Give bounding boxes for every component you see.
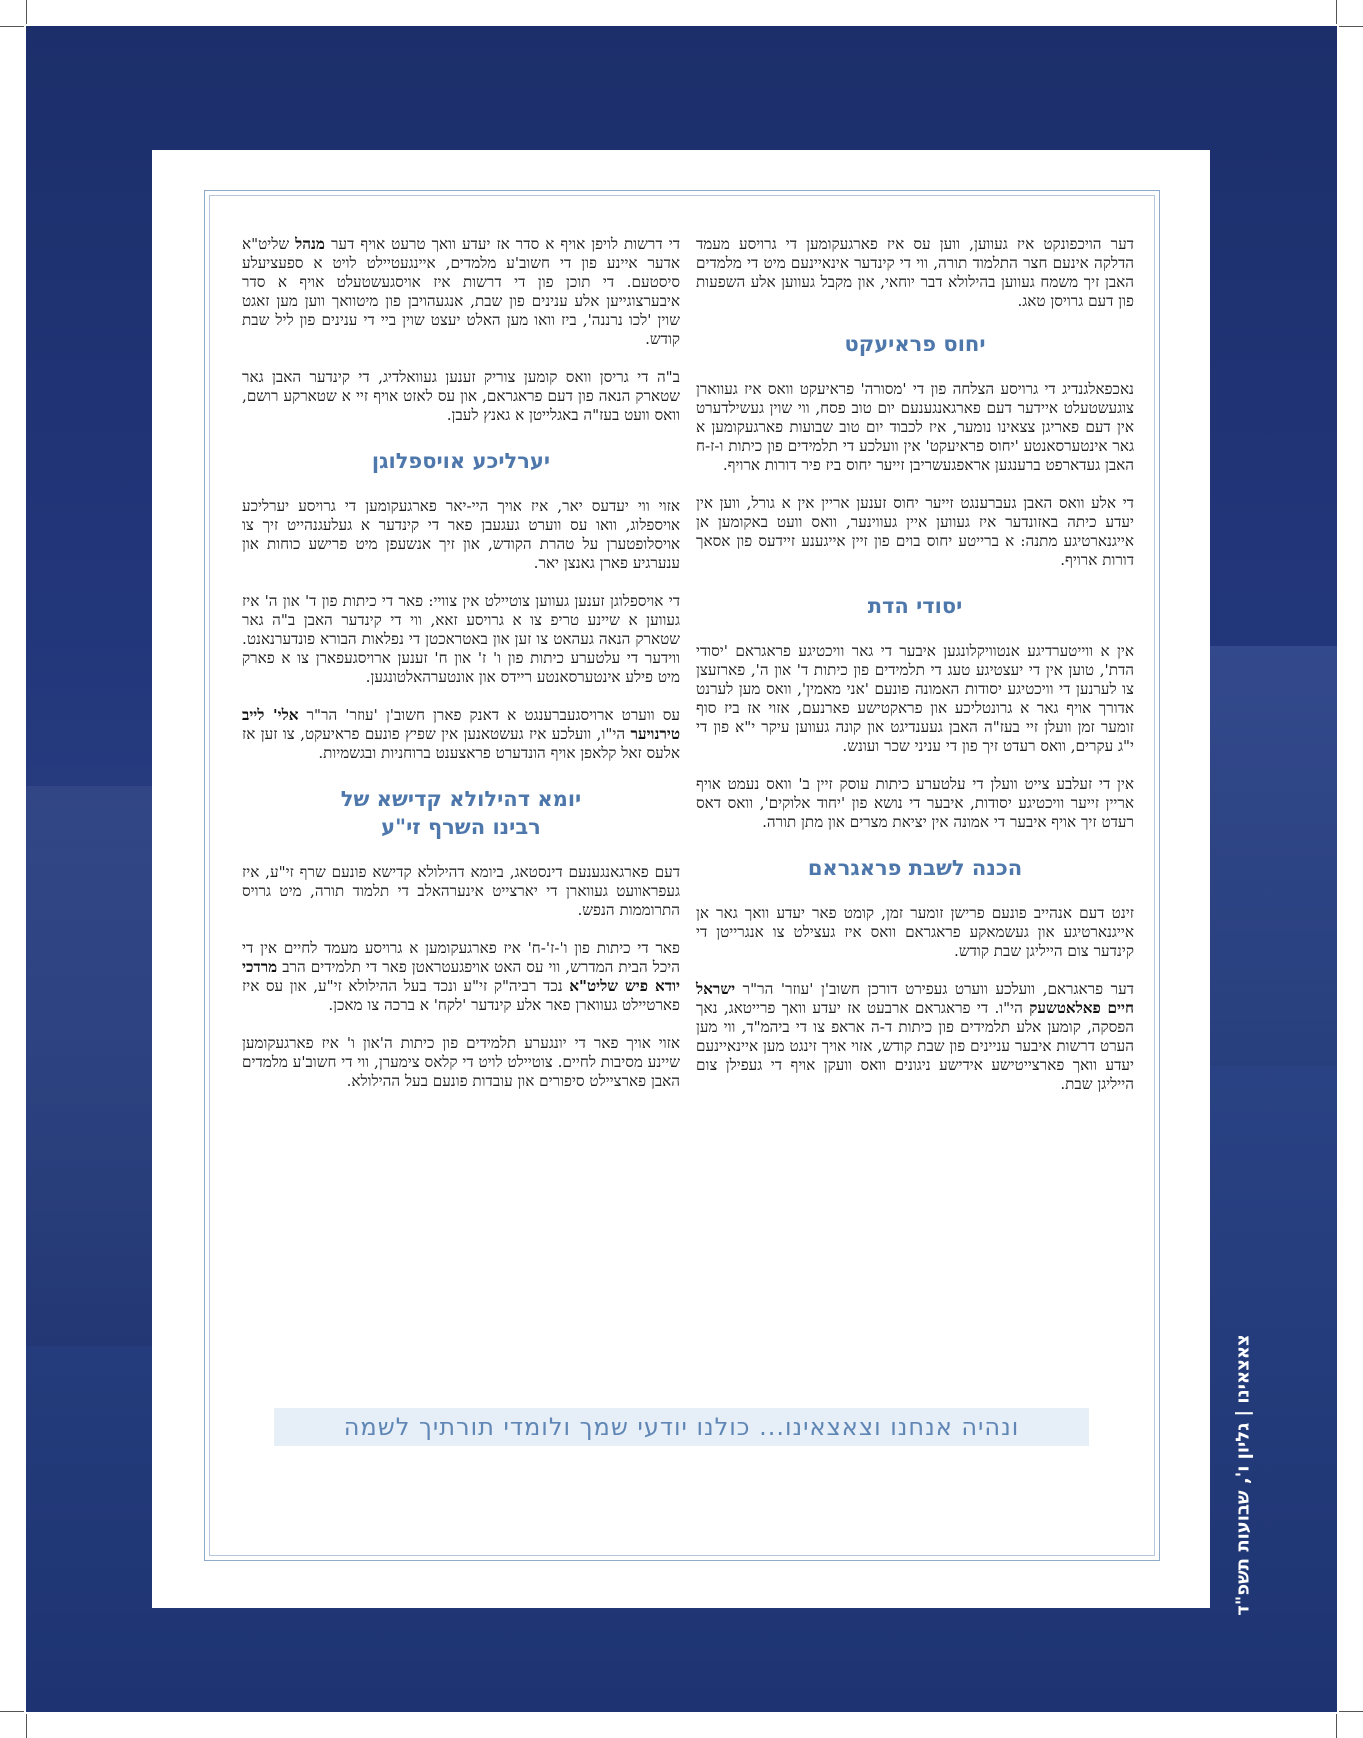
crop-mark — [0, 26, 24, 27]
crop-mark — [1339, 1711, 1363, 1712]
section-heading-hilula — [242, 785, 680, 841]
paragraph — [242, 706, 680, 763]
crop-mark — [26, 1714, 27, 1738]
paragraph: אין א ווייטערדיגע אנטוויקלונגען איבער די גאר וויכטיגע פראגראם 'יסודי הדת', טוען אין די יעצטיגע טעג די תלמידים פון כיתות ד' און ה', פארזעצן צו לערנען די וויכטיגע יסודות האמונה פונעם 'אני מאמין', וואס מען לערנט אדורך אויף גאר א גרונטליכע און פראקטישע פארנעם, אזוי אז ביז סוף זומער זמן וועלן זיי בעז"ה האבן געענדיגט און קונה געווען עיקר י"א פון די י"ג עקרים, וואס רעדט זיך פון די עניני שכר ועונש. — [696, 642, 1134, 755]
paragraph: דעם פארגאנגענעם דינסטאג, ביומא דהילולא קדישא פונעם שרף זי"ע, איז געפראוועט געווארן די יארצייט אינערהאלב די תלמוד תורה, מיט גרויס התרוממות הנפש. — [242, 863, 680, 919]
issue-label: צאצאינו | גליון ו', שבועות תשפ"ד — [1232, 1334, 1254, 1616]
article-panel — [152, 150, 1210, 1608]
paragraph: זינט דעם אנהייב פונעם פרישן זומער זמן, קומט פאר יעדע וואך גאר אן אייגנארטיגע און געשמאקע פראגראם וואס איז געצילט צו אנגרייטן די קינדער צום הייליגן שבת קודש. — [696, 904, 1134, 960]
crop-mark — [1336, 0, 1337, 24]
text-run: עס ווערט ארויסגעברענגט א דאנק פארן חשוב'ן 'עוזר' הר"ר — [298, 706, 680, 724]
right-column — [696, 235, 1134, 1113]
paragraph — [242, 939, 680, 1015]
section-heading-hachana-lshabbos: הכנה לשבת פראגראם — [807, 856, 1023, 880]
text-run: שליט"א אדער איינע פון די חשוב'ע מלמדים, איינגעטיילט לויט א ספעציעלע סיסטעם. די תוכן פון די דרשות איז אויסגעשטעלט אויף א סדר איבערצוגייען אלע ענינים פון שבת, אנגעהויבן פון מיטוואך ווען מען זאגט שוין 'לכו נרננה', ביז וואו מען האלט יעצט שוין ביי די ענינים פון ליל שבת קודש. — [242, 235, 680, 348]
text-run: נכד רביה"ק זי"ע ונכד בעל ההילולא זי"ע, און עס איז פארטיילט געווארן פאר אלע קינדער 'לקח' א ברכה צו מאכן. — [242, 977, 680, 1014]
text-run: דער פראגראם, וועלכע ווערט געפירט דורכן חשוב'ן 'עוזר' הר"ר — [735, 980, 1134, 998]
text-run: הי"ו, וועלכע איז געשטאנען אין שפיץ פונעם פראיעקט, צו זען אז אלעס זאל קלאפן אויף הונדערט פראצענט ברוחניות ובגשמיות. — [242, 725, 680, 762]
paragraph: ב"ה די גריסן וואס קומען צוריק זענען געוואלדיג, די קינדער האבן גאר שטארק הנאה פון דעם פראגראם, און עס לאזט אויף זיי א שטארקע רושם, וואס וועט בעז"ה באגלייטן א גאנץ לעבן. — [242, 368, 680, 424]
heading-line: רבינו השרף זי"ע — [381, 815, 541, 839]
paragraph: דער הויכפונקט איז געווען, ווען עס איז פארגעקומען די גרויסע מעמד הדלקה אינעם חצר התלמוד תורה, ווי די קינדער אינאיינעם מיט די מלמדים האבן זיך משמח געווען בהילולא דבר יוחאי, און מקבל געווען אלע השפעות פון דעם גרויסן טאג. — [696, 235, 1134, 310]
paragraph — [696, 980, 1134, 1094]
bold-name: ישראל חיים פאלאטשעק — [696, 980, 1134, 1017]
text-run: הי"ו. די פראגראם ארבעט אז יעדע וואך פרייטאג, נאך הפסקה, קומען אלע תלמידים פון כיתות ד-ה אראפ צו די ביהמ"ד, ווי מען הערט דרשות איבער עניינים פון שבת קודש, אזוי אויך זינגט מען איינאיינעם יעדע וואך פארצייטישע אידישע ניגונים וואס וועקן אויף די געפילן צום הייליגן שבת. — [696, 999, 1134, 1093]
crop-mark — [26, 0, 27, 24]
paragraph: אזוי אויך פאר די יונגערע תלמידים פון כיתות ה'און ו' איז פארגעקומען שיינע מסיבות לחיים. צוטיילט לויט די קלאס צימערן, ווי די חשוב'ע מלמדים האבן פארציילט סיפורים און עובדות פונעם בעל ההילולא. — [242, 1034, 680, 1090]
bold-name: מרדכי יודא פיש שליט"א — [242, 958, 680, 995]
heading-line: יומא דהילולא קדישא של — [340, 787, 582, 811]
paragraph: אין די זעלבע צייט וועלן די עלטערע כיתות עוסק זיין ב' וואס נעמט אויף אריין זייער וויכטיגע יסודות, איבער די נושא פון 'יחוד אלוקים', וואס דאס רעדט זיך אויף איבער די אמונה אין יציאת מצרים און מתן תורה. — [696, 775, 1134, 831]
paragraph: אזוי ווי יעדעס יאר, איז אויך היי-יאר פארגעקומען די גרויסע יערליכע אויספלוג, וואו עס ווערט געגעבן פאר די קינדער א געלעגנהייט זיך צו אויסלופטערן על טהרת הקודש, און זיך אנשעפן מיט פרישע כוחות און ענערגיע פארן גאנצן יאר. — [242, 497, 680, 572]
crop-mark — [1336, 1714, 1337, 1738]
motto-banner: ונהיה אנחנו וצאצאינו... כולנו יודעי שמך ולומדי תורתיך לשמה — [274, 1408, 1089, 1446]
bold-name: אלי' לייב טירנויער — [242, 706, 680, 743]
side-running-title — [1228, 1260, 1258, 1690]
section-heading-uisflugn: יערליכע אויספלוגן — [371, 449, 551, 473]
crop-mark — [0, 1711, 24, 1712]
section-heading-yesodei-hadas: יסודי הדת — [867, 594, 963, 618]
section-heading-yichus: יחוס פראיעקט — [844, 332, 986, 356]
crop-mark — [1339, 26, 1363, 27]
paragraph: די אויספלוגן זענען געווען צוטיילט אין צוויי: פאר די כיתות פון ד' און ה' איז געווען א שיינע טריפ צו א גרויסע זאא, ווי די קינדער האבן ב"ה גאר שטארק הנאה געהאט צו זען און באטראכטן די נפלאות הבורא פונדערנאנט. ווידער די עלטערע כיתות פון ו' ז' און ח' זענען ארויסגעפארן צו א פארק מיט פילע אינטערסאנטע ריידס און אונטערהאלטונגען. — [242, 592, 680, 686]
text-run: די דרשות לויפן אויף א סדר אז יעדע וואך טרעט אויף דער — [324, 235, 680, 253]
paragraph: נאכפאלגנדיג די גרויסע הצלחה פון די 'מסורה' פראיעקט וואס איז געווארן צוגעשטעלט איידער דעם פארגאנגענעם יום טוב פסח, ווי שוין געשילדערט אין דעם פאריגן צצאינו נומער, איז לכבוד יום טוב שבועות פארגעקומען א גאר אינטערסאנטע 'יחוס פראיעקט' אין וועלכע די תלמידים פון כיתות ו-ז-ח האבן געדארפט ברענגען אראפגעשריבן זייער יחוס ביז פיר דורות ארויף. — [696, 380, 1134, 474]
paragraph: די אלע וואס האבן געברענגט זייער יחוס זענען אריין אין א גורל, ווען אין יעדע כיתה באזונדער איז געווען איין געווינער, וואס וועט באקומען אן אייגנארטיגע מתנה: א ברייטע יחוס בוים פון זיין אייגענע זיידעס פון אסאך דורות ארויף. — [696, 494, 1134, 569]
paragraph — [242, 235, 680, 349]
bold-name: מנהל — [295, 235, 325, 253]
text-run: פאר די כיתות פון ו'-ז'-ח' איז פארגעקומען א גרויסע מעמד לחיים אין די היכל הבית המדרש, ווי עס האט אויפגעטראטן פאר די תלמידים הרב — [242, 939, 680, 976]
left-column — [242, 235, 680, 1110]
